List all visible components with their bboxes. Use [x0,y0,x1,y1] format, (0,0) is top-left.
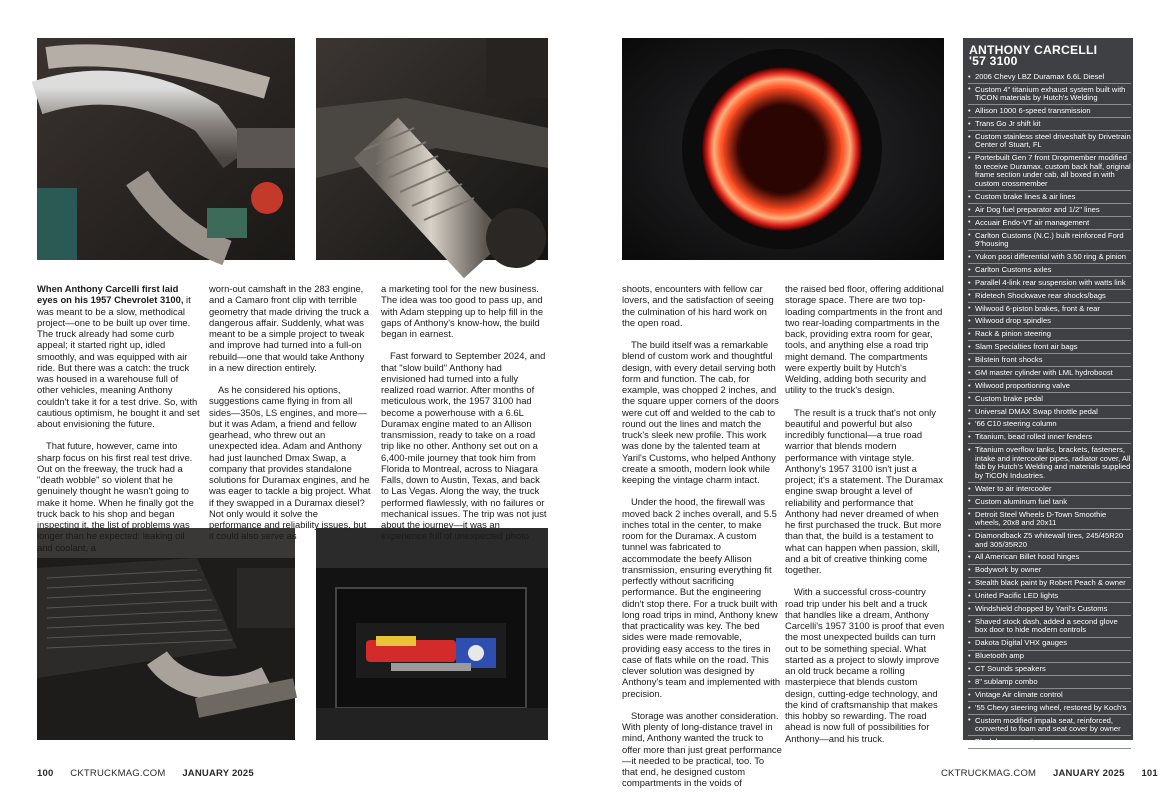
paragraph: Under the hood, the firewall was moved back 2 inches overall, and 5.5 inches total in the center, to make room for the Duramax. A custom tunnel was fabricated to accommodate the beefy Allison transmission, ensuring everything fit perfectly without sacrificing performance. But the engineering didn't stop there. For a truck built with long road trips in mind, Anthony knew that practicality was key. The bed sides were made removable, providing easy access to the tires in case of flats while on the road. This clever solution was designed by Anthony's team and implemented with precision. [622,496,781,699]
spec-item: • 2006 Chevy LBZ Duramax 6.6L Diesel [968,71,1131,84]
article-column-2 [209,283,373,553]
spec-item: • Ridetech Shockwave rear shocks/bags [968,290,1131,303]
spec-item: • Porterbuilt Gen 7 front Dropmember modified to receive Duramax, custom back half, original frame section under cab, all boxed in with custom crossmember [968,153,1131,192]
page-number: 101 [1141,768,1158,779]
spec-item: • Windshield chopped by Yaril's Customs [968,603,1131,616]
paragraph: the raised bed floor, offering additional storage space. There are two top-loading compartments in the front and two rear-loading compartments in the back, providing extra room for gear, tools, and anything else a road trip might demand. The compartments were expertly built by Hutch's Welding, adding both security and utility to the truck's design. [785,283,944,396]
footer-issue: JANUARY 2025 [1053,768,1125,779]
spec-item: • Custom aluminum fuel tank [968,496,1131,509]
paragraph: The build itself was a remarkable blend of custom work and thoughtful design, with every detail serving both form and function. The cab, for example, was chopped 2 inches, and the square upper corners of the doors were cut off and welded to the cab to round out the lines and match the truck's sleek new profile. This work was done by the talented team at Yaril's Customs, who helped Anthony create a smooth, modern look while keeping the vintage charm intact. [622,339,779,485]
footer-issue: JANUARY 2025 [182,768,254,779]
paragraph: The result is a truck that's not only beautiful and powerful but also incredibly functional—a true road warrior that blends modern performance with vintage style. Anthony's 1957 3100 isn't just a project; it's a statement. The Duramax engine swap brought a level of reliability and performance that Anthony had never dreamed of when he first purchased the truck. But more than that, the build is a testament to what can happen when passion, skill, and a bit of creative thinking come together. [785,406,943,575]
spec-list [963,71,1133,749]
spec-item: • Carlton Customs axles [968,264,1131,277]
spec-item: • All American Billet hood hinges [968,552,1131,565]
spec-item: • Bilstein front shocks [968,354,1131,367]
photo-taillight [622,38,944,260]
spec-item: • Trans Go Jr shift kit [968,118,1131,131]
spec-item: • Custom stainless steel driveshaft by Drivetrain Center of Stuart, FL [968,131,1131,152]
footer-site: CKTRUCKMAG.COM [70,768,166,779]
paragraph: shoots, encounters with fellow car lovers, and the satisfaction of seeing the culmination of his hard work on the open road. [622,283,774,328]
spec-item: • GM master cylinder with LML hydroboost [968,367,1131,380]
spec-item: • Slam Specialties front air bags [968,341,1131,354]
spec-item: • Titanium overflow tanks, brackets, fasteners, intake and intercooler pipes, radiator cover, All fab by Hutch's Welding and materials supplied by TiCON Industries. [968,444,1131,483]
paragraph: That future, however, came into sharp focus on his first real test drive. Out on the freeway, the truck had a "death wobble" so violent that he genuinely thought he wasn't going to make it home. When he finally got the truck back to his shop and began inspecting it, the list of problems was longer than he expected: leaking oil and coolant, a [37,440,194,553]
spec-item: • Parallel 4-link rear suspension with watts link [968,277,1131,290]
spec-item: • Black loop carpet [968,736,1131,749]
spec-item: • Carlton Customs (N.C.) built reinforced Ford 9"housing [968,230,1131,251]
spec-item: • '66 C10 steering column [968,419,1131,432]
spec-title-model: '57 3100 [969,54,1018,68]
spec-item: • Air Dog fuel preparator and 1/2" lines [968,204,1131,217]
spec-item: • Custom modified impala seat, reinforced, converted to foam and seat cover by owner [968,715,1131,736]
spec-item: • Bodywork by owner [968,565,1131,578]
spec-item: • United Pacific LED lights [968,590,1131,603]
article-column-5 [785,283,945,755]
photo-exhaust-headers [37,38,295,260]
spec-item: • Diamondback Z5 whitewall tires, 245/45R20 and 305/35R20 [968,530,1131,551]
spec-item: • Custom brake lines & air lines [968,191,1131,204]
paragraph-text: it was meant to be a slow, methodical project—one to be built up over time. The truck already had some curb appeal; it started right up, idled smoothly, and was equipped with air ride. But there was a catch: the truck was housed in a warehouse full of other vehicles, meaning Anthony couldn't take it for a test drive. So, with cautious optimism, he bought it and set about envisioning the future. [37,294,200,429]
spec-sidebar [963,38,1133,747]
spec-item: • Accuair Endo-VT air management [968,217,1131,230]
spec-item: • Shaved stock dash, added a second glove box door to hide modern controls [968,616,1131,637]
lead-in: When Anthony Carcelli first laid eyes on his 1957 Chevrolet 3100, [37,283,184,306]
photo-flex-pipe [316,38,548,260]
spec-item: • '55 Chevy steering wheel, restored by Koch's [968,702,1131,715]
spec-title-owner: ANTHONY CARCELLI [969,43,1098,57]
spec-item: • Custom brake pedal [968,393,1131,406]
spec-item: • Allison 1000 6-speed transmission [968,105,1131,118]
paragraph: Storage was another consideration. With plenty of long-distance travel in mind, Anthony wanted the truck to offer more than just great performance—it needed to be practical, too. To that end, he designed custom compartments in the voids of [622,709,782,789]
footer-site: CKTRUCKMAG.COM [941,768,1037,779]
spec-item: • Wilwood proportioning valve [968,380,1131,393]
paragraph: As he considered his options, suggestions came flying in from all sides—350s, LS engines, and more—but it was Adam, a friend and fellow gearhead, who threw out an unexpected idea. Adam and Anthony had just launched Dmax Swap, a company that provides standalone solutions for Duramax engines, and he was eager to tackle a big project. What if they swapped in a Duramax diesel? Not only would it solve the performance and reliability issues, but it could also serve as [209,384,371,542]
article-column-3 [381,283,548,553]
spec-item: • Universal DMAX Swap throttle pedal [968,406,1131,419]
spec-title [969,45,1133,67]
spec-item: • Detroit Steel Wheels D-Town Smoothie wheels, 20x8 and 20x11 [968,509,1131,530]
spec-item: • Vintage Air climate control [968,689,1131,702]
spec-item: • Custom 4" titanium exhaust system built with TiCON materials by Hutch's Welding [968,84,1131,105]
spec-item: • Dakota Digital VHX gauges [968,638,1131,651]
spec-item: • Water to air intercooler [968,483,1131,496]
paragraph: Fast forward to September 2024, and that "slow build" Anthony had envisioned had turned into a fully realized road warrior. After months of meticulous work, the 1957 3100 had become a powerhouse with a 6.6L Duramax engine mated to an Allison transmission, ready to take on a road trip like no other. Anthony set out on a 6,400-mile journey that took him from Florida to Montreal, across to Niagara Falls, down to Austin, Texas, and back to Las Vegas. Along the way, the truck performed flawlessly, with no failures or mechanical issues. The trip was not just about the journey—it was an experience full of unexpected photo [381,350,547,542]
spec-item: • Wilwood drop spindles [968,316,1131,329]
article-column-1 [37,283,201,564]
spec-item: • Wilwood 6-piston brakes, front & rear [968,303,1131,316]
footer-right [941,768,1158,779]
spec-item: • Titanium, bead rolled inner fenders [968,432,1131,445]
footer-left [37,768,268,779]
paragraph: worn-out camshaft in the 283 engine, and a Camaro front clip with terrible geometry that made driving the truck a dangerous affair. Suddenly, what was meant to be a simple project to tweak and improve had turned into a full-on rebuild—one that would take Anthony in a new direction entirely. [209,283,369,373]
photo-toolbox-compartment [316,528,548,740]
spec-item: • Bluetooth amp [968,651,1131,664]
spec-item: • Rack & pinion steering [968,329,1131,342]
article-column-4 [622,283,782,800]
paragraph [37,283,201,429]
spec-item: • 8" sublamp combo [968,676,1131,689]
page-number: 100 [37,768,54,779]
spec-item: • CT Sounds speakers [968,663,1131,676]
paragraph: a marketing tool for the new business. The idea was too good to pass up, and with Adam stepping up to help fill in the gaps of Anthony's know-how, the build began in earnest. [381,283,544,339]
paragraph: With a successful cross-country road trip under his belt and a truck that handles like a dream, Anthony Carcelli's 1957 3100 is proof that even the most unexpected builds can turn out to be something special. What started as a project to slowly improve an old truck became a rolling masterpiece that blends custom design, cutting-edge technology, and the kind of craftsmanship that makes this hobby so rewarding. The road ahead is now full of possibilities for Anthony—and his truck. [785,586,945,744]
spec-item: • Stealth black paint by Robert Peach & owner [968,578,1131,591]
spec-item: • Yukon posi differential with 3.50 ring & pinion [968,251,1131,264]
